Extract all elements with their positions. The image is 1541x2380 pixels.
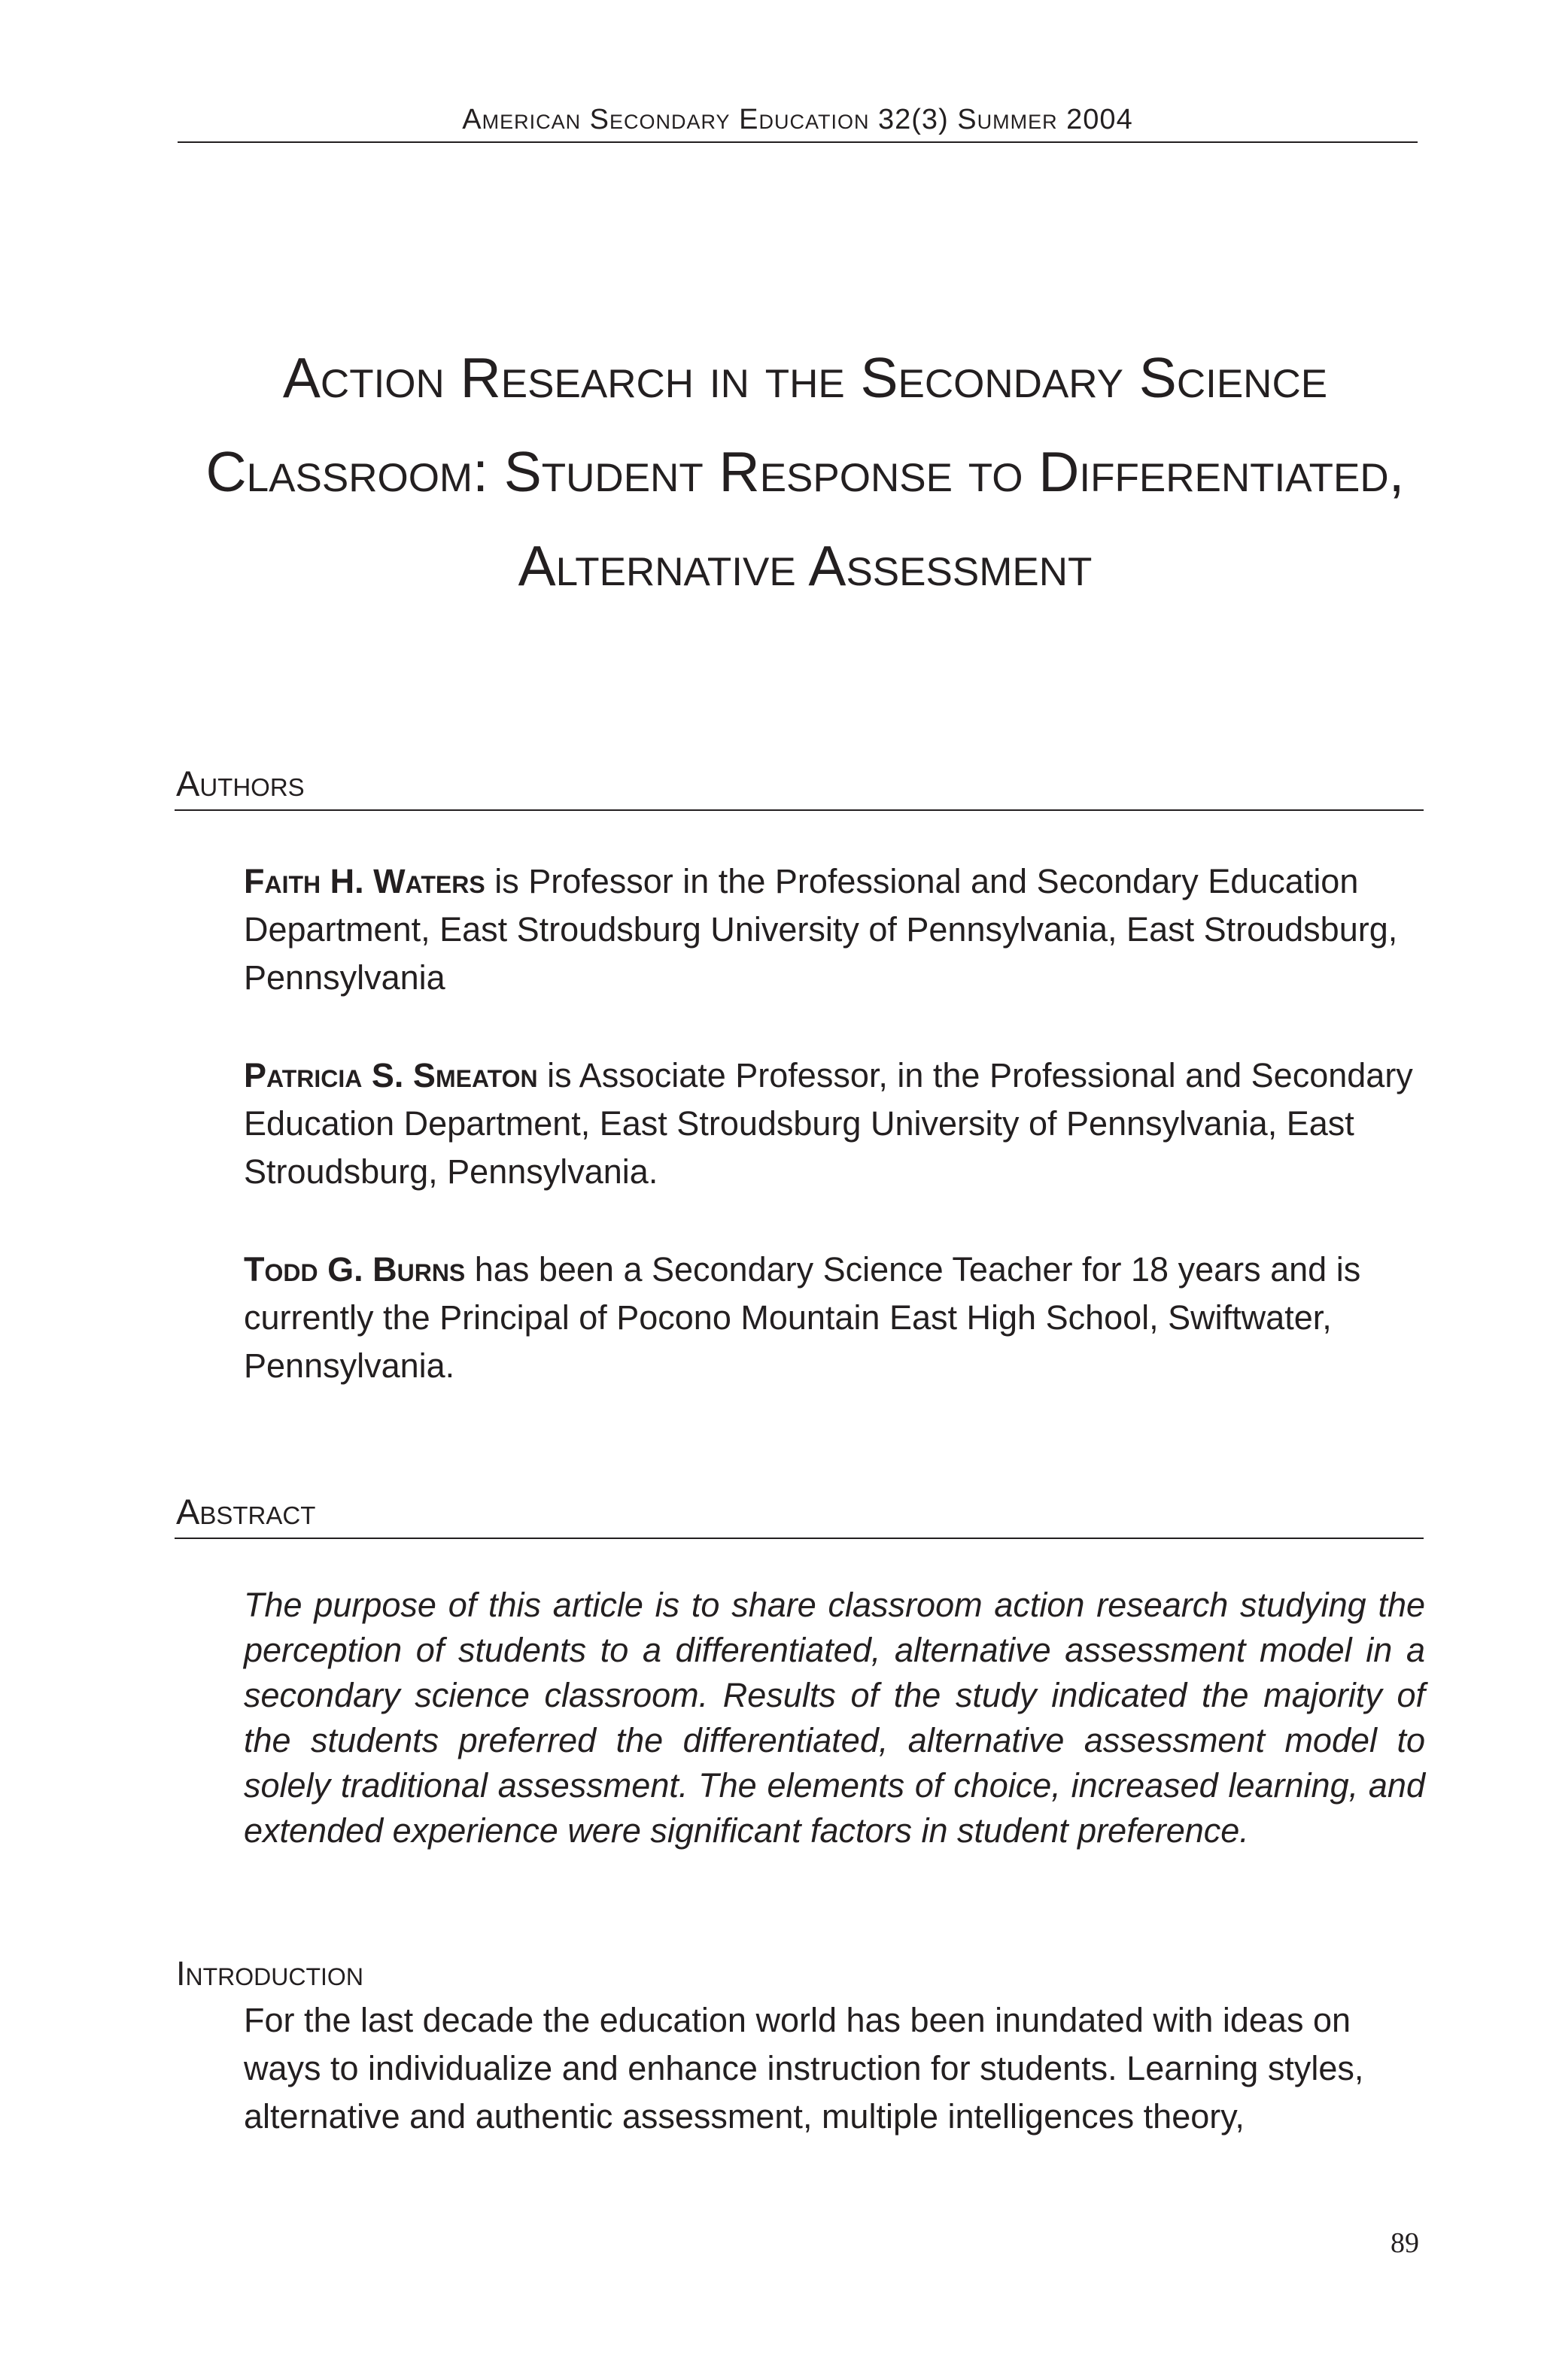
author-bio — [244, 1052, 1422, 1196]
article-title: Action Research in the Secondary Science Classroom: Student Response to Differentiated, Alternative Assessment — [205, 346, 1405, 597]
author-name: Faith H. Waters — [244, 862, 485, 900]
author-bio — [244, 1246, 1422, 1390]
abstract-rule — [175, 1538, 1424, 1539]
authors-heading: Authors — [176, 763, 305, 803]
abstract-heading: Abstract — [176, 1492, 316, 1532]
author-bio — [244, 858, 1422, 1002]
introduction-text: For the last decade the education world has been inundated with ideas on ways to individualize and enhance instruction for students. Learning styles, alternative and authentic assessment, multiple intelligences theory, — [244, 2001, 1364, 2136]
author-name: Patricia S. Smeaton — [244, 1056, 538, 1094]
authors-rule — [175, 809, 1424, 811]
page-number: 89 — [1391, 2227, 1419, 2259]
header-rule — [178, 141, 1418, 143]
author-affiliation: is Associate Professor, in the Professional and Secondary Education Department, East Stroudsburg University of Pennsylvania, East Stroudsburg, Pennsylvania. — [244, 1056, 1413, 1191]
abstract-text: The purpose of this article is to share classroom action research studying the perception of students to a differentiated, alternative assessment model in a secondary science classroom. Results of the study indicated the majority of the students preferred the differentiated, alternative assessment model to solely traditional assessment. The elements of choice, increased learning, and extended experience were significant factors in student preference. — [244, 1586, 1425, 1850]
introduction-heading: Introduction — [176, 1954, 363, 1993]
author-affiliation: is Professor in the Professional and Secondary Education Department, East Stroudsburg University of Pennsylvania, East Stroudsburg, Pennsylvania — [244, 862, 1398, 997]
author-name: Todd G. Burns — [244, 1250, 466, 1289]
running-head: American Secondary Education 32(3) Summer 2004 — [462, 104, 1133, 135]
author-affiliation: has been a Secondary Science Teacher for 18 years and is currently the Principal of Pocono Mountain East High School, Swiftwater, Pennsylvania. — [244, 1250, 1361, 1385]
